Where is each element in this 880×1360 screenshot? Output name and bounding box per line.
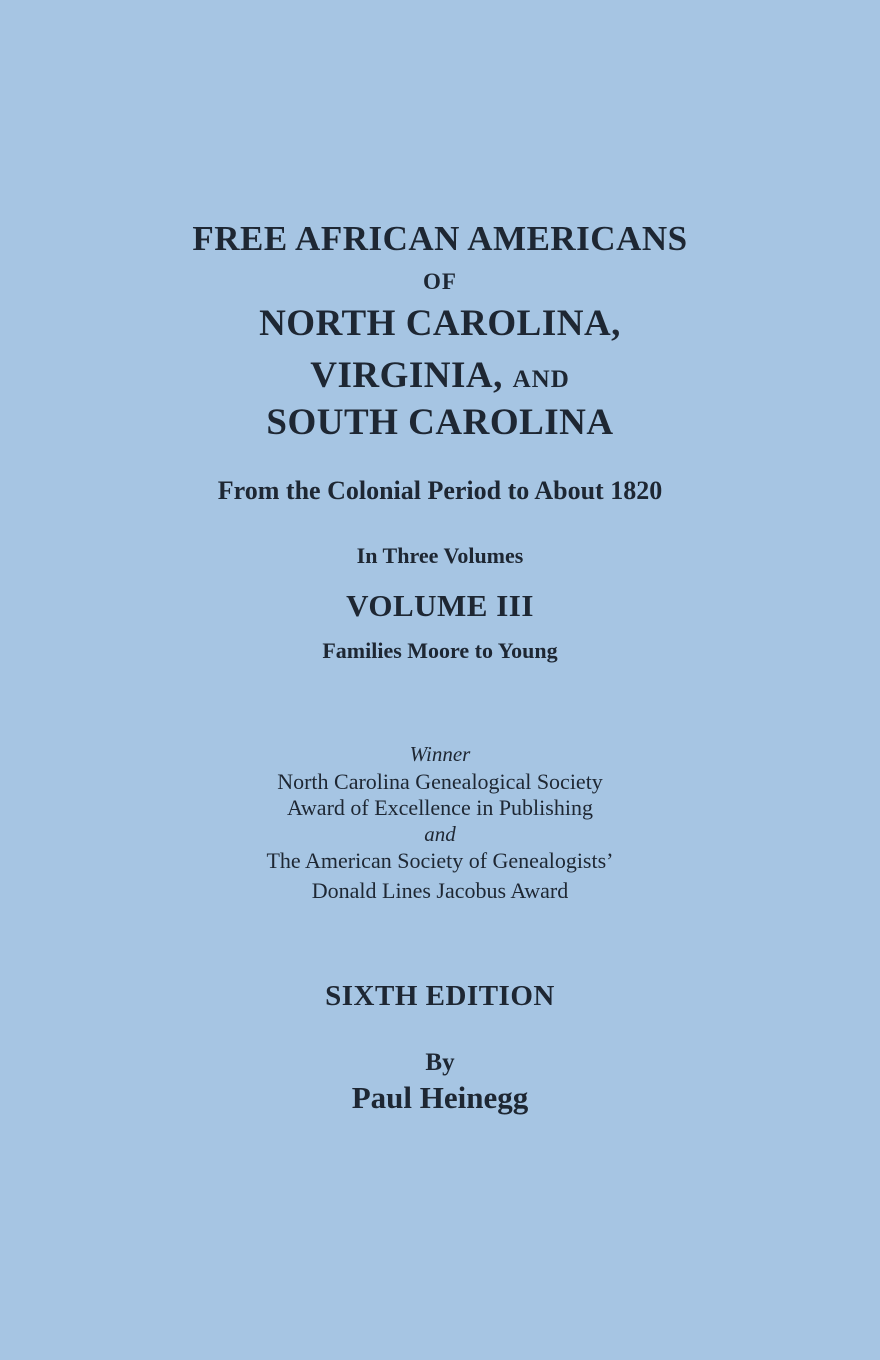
volume-subtitle: Families Moore to Young xyxy=(322,638,558,663)
book-subtitle: From the Colonial Period to About 1820 xyxy=(217,476,663,505)
award-2-name: Donald Lines Jacobus Award xyxy=(311,878,569,903)
book-title-line-1: FREE AFRICAN AMERICANS xyxy=(192,219,688,258)
book-title-line-5: SOUTH CAROLINA xyxy=(266,402,614,443)
author-name: Paul Heinegg xyxy=(351,1080,529,1115)
book-title-line-4-small: AND xyxy=(512,366,570,393)
book-title-line-4 xyxy=(0,355,880,398)
awards-conjunction: and xyxy=(424,822,456,846)
edition-label: SIXTH EDITION xyxy=(325,980,555,1012)
award-winner-label: Winner xyxy=(409,742,471,766)
award-1-organization: North Carolina Genealogical Society xyxy=(277,769,603,794)
book-title-line-4-main: VIRGINIA, xyxy=(310,355,503,396)
byline-label: By xyxy=(425,1049,455,1076)
volume-number: VOLUME III xyxy=(346,588,534,623)
book-title-line-3: NORTH CAROLINA, xyxy=(259,303,621,344)
award-2-organization: The American Society of Genealogists’ xyxy=(266,848,614,873)
book-title-line-2: OF xyxy=(423,269,457,294)
award-1-name: Award of Excellence in Publishing xyxy=(287,795,593,820)
series-note: In Three Volumes xyxy=(356,543,524,568)
